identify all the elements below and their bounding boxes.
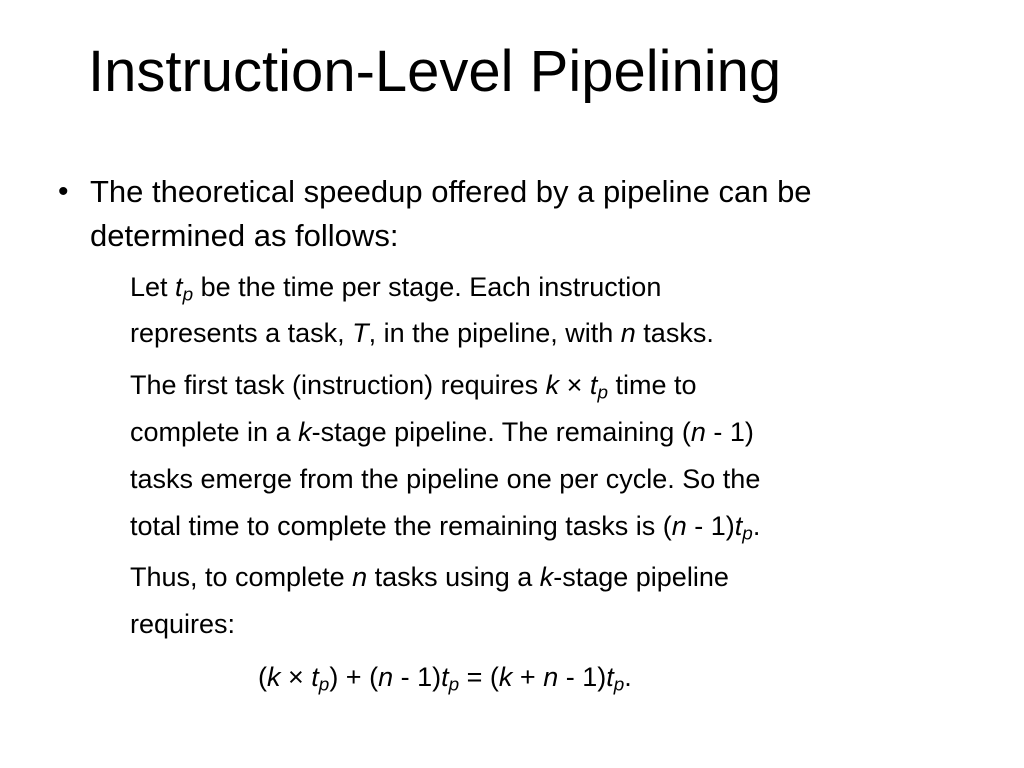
bullet-line-2: determined as follows:	[90, 218, 399, 253]
para1-line-2: represents a task, T, in the pipeline, with n tasks.	[130, 318, 714, 348]
para3-line-2: requires:	[130, 609, 236, 639]
bullet-text	[90, 170, 998, 258]
slide-title: Instruction-Level Pipelining	[88, 39, 782, 104]
bullet-glyph: •	[58, 175, 69, 208]
bullet-item	[58, 170, 998, 258]
pipeline-time-formula: $(k \times t_p) + (n - 1)t_p = (k + n - 1)t_p$.	[258, 662, 632, 696]
para1-line-1: Let $t_p$ be the time per stage. Each instruction	[130, 272, 662, 306]
para2-line-3: tasks emerge from the pipeline one per cycle. So the	[130, 464, 761, 494]
para2-line-4: total time to complete the remaining tasks is $(n - 1)t_p$.	[130, 511, 761, 545]
bullet-line-1: The theoretical speedup offered by a pipeline can be	[90, 174, 812, 209]
para2-line-2: complete in a k-stage pipeline. The remaining (n - 1)	[130, 417, 754, 447]
para3-line-1: Thus, to complete n tasks using a k-stage pipeline	[130, 562, 729, 592]
paragraph-first-task	[130, 362, 970, 550]
paragraph-time-per-stage	[130, 264, 970, 356]
para2-line-1: The first task (instruction) requires $k \times t_p$ time to	[130, 370, 697, 404]
paragraph-thus	[130, 554, 970, 648]
